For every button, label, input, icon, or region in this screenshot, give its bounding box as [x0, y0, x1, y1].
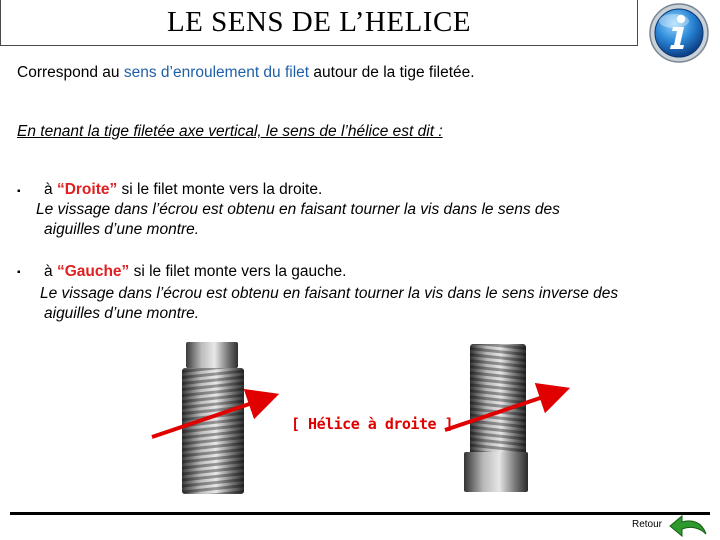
retour-link[interactable]: Retour — [632, 519, 663, 530]
bullet-marker: ▪ — [17, 267, 21, 278]
return-arrow-icon[interactable] — [668, 514, 708, 538]
intro-highlight: sens d’enroulement du filet — [123, 64, 310, 81]
footer-divider — [10, 512, 710, 515]
page-title: LE SENS DE L’HELICE — [166, 6, 472, 38]
arrow-right-screw — [445, 393, 555, 430]
bullet-1-prefix: à — [44, 181, 57, 198]
bullet-marker: ▪ — [17, 186, 21, 197]
bullet-2-line2: Le vissage dans l’écrou est obtenu en faisant tourner la vis dans le sens inverse des — [40, 285, 619, 302]
figure-label: [ Hélice à droite ] — [291, 415, 454, 433]
intro-part2: autour de la tige filetée. — [309, 64, 475, 81]
arrow-left-screw — [152, 399, 264, 437]
bullet-1-line2: Le vissage dans l’écrou est obtenu en faisant tourner la vis dans le sens des — [36, 201, 560, 218]
bullet-2-line3: aiguilles d’une montre. — [44, 305, 200, 322]
intro-part1: Correspond au — [17, 64, 124, 81]
bullet-2-term: “Gauche” — [56, 263, 130, 280]
bullet-1-line3: aiguilles d’une montre. — [44, 221, 200, 238]
statement-text: En tenant la tige filetée axe vertical, le sens de l’hélice est dit : — [17, 123, 443, 140]
bullet-1-rest: si le filet monte vers la droite. — [117, 181, 323, 198]
bullet-2-rest: si le filet monte vers la gauche. — [129, 263, 347, 280]
bullet-2-prefix: à — [44, 263, 57, 280]
bullet-1-term: “Droite” — [56, 181, 118, 198]
